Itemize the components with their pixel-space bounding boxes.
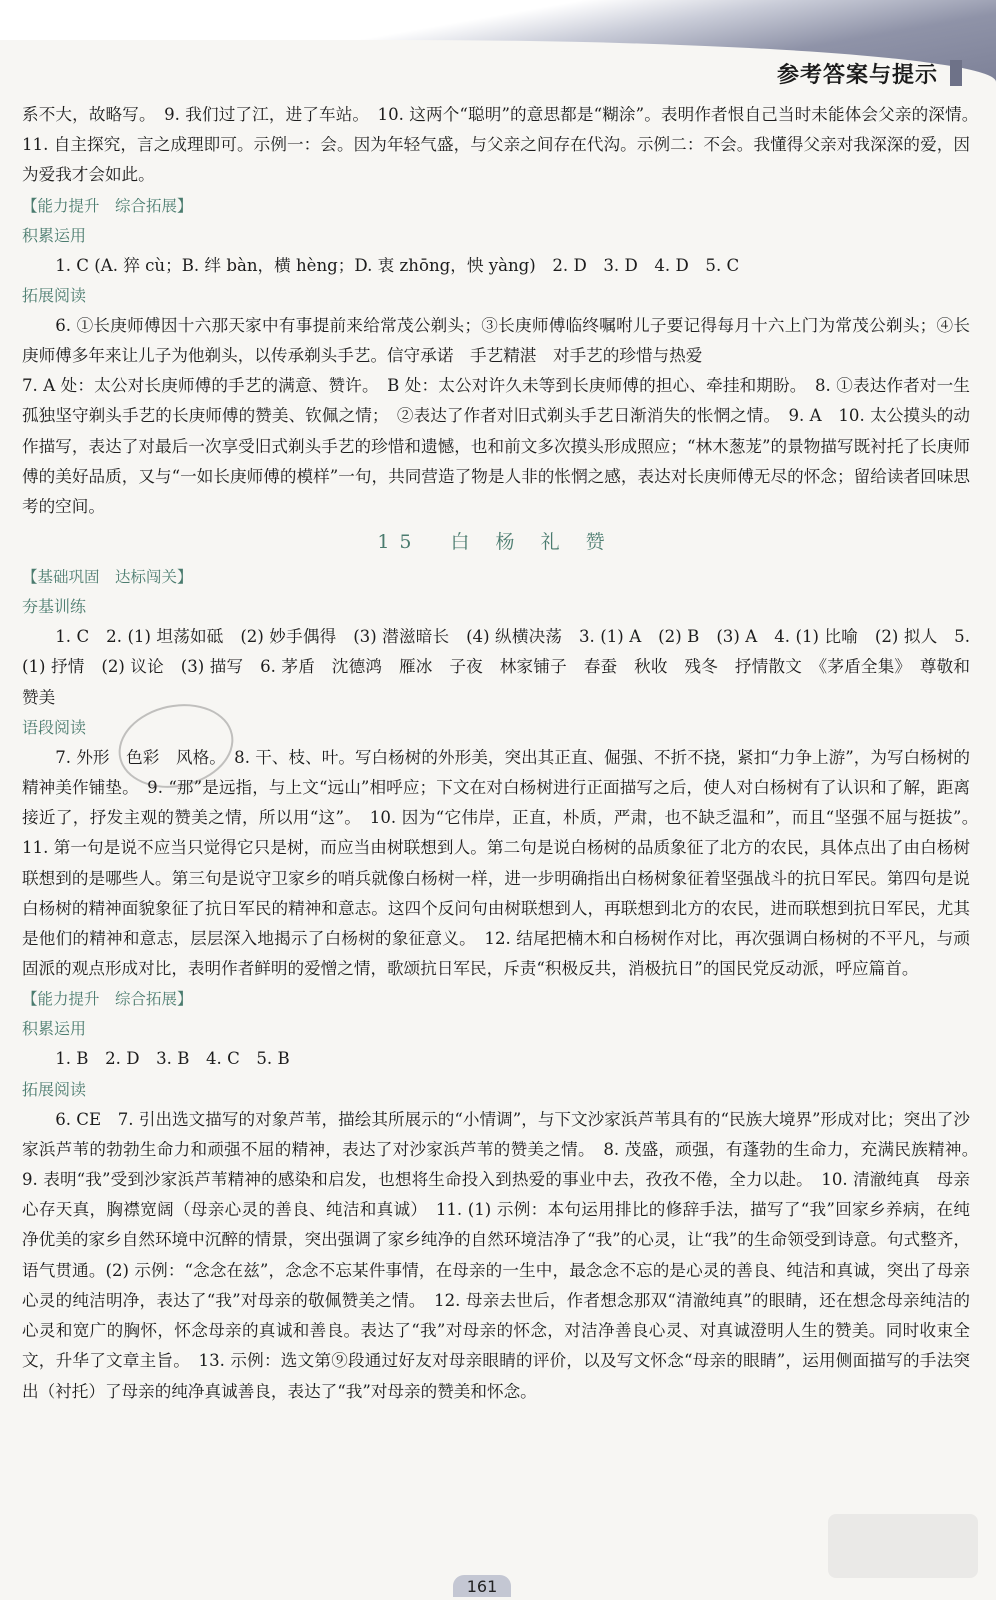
page-header-title: 参考答案与提示 [776, 63, 938, 88]
subhead-extended-reading-2: 拓展阅读 [22, 1079, 87, 1099]
subhead-accumulate-2: 积累运用 [22, 1019, 87, 1039]
watermark-logo [828, 1514, 978, 1578]
subhead-passage-reading: 语段阅读 [22, 717, 87, 737]
section-tag-ability-1: 【能力提升 综合拓展】 [22, 196, 193, 215]
answers-extended-reading-2: 6. CE 7. 引出选文描写的对象芦苇，描绘其所展示的“小情调”，与下文沙家浜芦苇具有的“民族大境界”形成对比；突出了沙家浜芦苇的勃勃生命力和顽强不屈的精神，表达了对沙家浜芦苇的赞美之情。 8. 茂盛，顽强，有蓬勃的生命力，充满民族精神。 9. 表明“我”受到沙家浜芦苇精神的感染和启发，也想将生命投入到热爱的事业中去，孜孜不倦，全力以赴。 10. 清澈纯真 母亲心存天真，胸襟宽阔（母亲心灵的善良、纯洁和真诚） 11. (1) 示例：本句运用排比的修辞手法，描写了“我”回家乡养病，在纯净优美的家乡自然环境中沉醉的情景，突出强调了家乡纯净的自然环境洁净了“我”的心灵，让“我”的生命领受到诗意。句式整齐，语气贯通。(2) 示例：“念念在兹”，念念不忘某件事情，在母亲的一生中，最念念不忘的是心灵的善良、纯洁和真诚，突出了母亲心灵的纯洁明净，表达了“我”对母亲的敬佩赞美之情。 12. 母亲去世后，作者想念那双“清澈纯真”的眼睛，还在想念母亲纯洁的心灵和宽广的胸怀，怀念母亲的真诚和善良。表达了“我”对母亲的怀念，对洁净善良心灵、对真诚澄明人生的赞美。同时收束全文，升华了文章主旨。 13. 示例：选文第⑨段通过好友对母亲眼睛的评价，以及写文怀念“母亲的眼睛”，运用侧面描写的手法突出（衬托）了母亲的纯净真诚善良，表达了“我”对母亲的赞美和怀念。 [22, 1109, 987, 1401]
answers-extended-reading-1a: 6. ①长庚师傅因十六那天家中有事提前来给常茂公剃头；③长庚师傅临终嘱咐儿子要记得每月十六上门为常茂公剃头；④长庚师傅多年来让儿子为他剃头，以传承剃头手艺。信守承诺 手艺精湛 对手艺的珍惜与热爱 [22, 315, 970, 366]
paragraph-continued: 系不大，故略写。 9. 我们过了江，进了车站。 10. 这两个“聪明”的意思都是“糊涂”。表明作者恨自己当时未能体会父亲的深情。 11. 自主探究，言之成理即可。示例一：会。因为年轻气盛，与父亲之间存在代沟。示例二：不会。我懂得父亲对我深深的爱，因为爱我才会如此。 [22, 105, 987, 185]
answers-extended-reading-1b: 7. A 处：太公对长庚师傅的手艺的满意、赞许。 B 处：太公对许久未等到长庚师傅的担心、牵挂和期盼。 8. ①表达作者对一生孤独坚守剃头手艺的长庚师傅的赞美、钦佩之情； ②表达了作者对旧式剃头手艺日渐消失的怅惘之情。 9. A 10. 太公摸头的动作描写，表达了对最后一次享受旧式剃头手艺的珍惜和遗憾，也和前文多次摸头形成照应；“林木葱茏”的景物描写既衬托了长庚师傅的美好品质，又与“一如长庚师傅的模样”一句，共同营造了物是人非的怅惘之感，表达对长庚师傅无尽的怀念；留给读者回味思考的空间。 [22, 376, 970, 517]
subhead-extended-reading-1: 拓展阅读 [22, 285, 87, 305]
subhead-basic-training: 夯基训练 [22, 597, 87, 617]
answers-basic-training: 1. C 2. (1) 坦荡如砥 (2) 妙手偶得 (3) 潜滋暗长 (4) 纵横决荡 3. (1) A (2) B (3) A 4. (1) 比喻 (2) 拟人 5. (1) 抒情 (2) 议论 (3) 描写 6. 茅盾 沈德鸿 雁冰 子夜 林家铺子 春蚕 秋收 残冬 抒情散文 《茅盾全集》 尊敬和赞美 [22, 627, 970, 707]
answers-accumulate-1: 1. C (A. 猝 cù；B. 绊 bàn，横 hèng；D. 衷 zhōng，怏 yàng) 2. D 3. D 4. D 5. C [55, 255, 740, 275]
header-accent-bar [950, 60, 962, 86]
page-number: 161 [453, 1575, 511, 1597]
section-tag-basic: 【基础巩固 达标闯关】 [22, 568, 193, 587]
section-tag-ability-2: 【能力提升 综合拓展】 [22, 990, 193, 1009]
chapter-title: 15 白 杨 礼 赞 [377, 531, 615, 554]
subhead-accumulate-1: 积累运用 [22, 225, 87, 245]
answers-passage-reading: 7. 外形 色彩 风格。 8. 干、枝、叶。写白杨树的外形美，突出其正直、倔强、不折不挠，紧扣“力争上游”，为写白杨树的精神美作铺垫。 9. “那”是远指，与上文“远山”相呼应；下文在对白杨树进行正面描写之后，使人对白杨树有了认识和了解，距离接近了，抒发主观的赞美之情，所以用“这”。 10. 因为“它伟岸，正直，朴质，严肃，也不缺乏温和”，而且“坚强不屈与挺拔”。 11. 第一句是说不应当只觉得它只是树，而应当由树联想到人。第二句是说白杨树的品质象征了北方的农民，具体点出了由白杨树联想到的是哪些人。第三句是说守卫家乡的哨兵就像白杨树一样，进一步明确指出白杨树象征着坚强战斗的抗日军民。第四句是说白杨树的精神面貌象征了抗日军民的精神和意志。这四个反问句由树联想到人，再联想到北方的农民，进而联想到抗日军民，尤其是他们的精神和意志，层层深入地揭示了白杨树的象征意义。 12. 结尾把楠木和白杨树作对比，再次强调白杨树的不平凡，与顽固派的观点形成对比，表明作者鲜明的爱憎之情，歌颂抗日军民，斥责“积极反共，消极抗日”的国民党反动派，呼应篇首。 [22, 747, 987, 979]
answers-accumulate-2: 1. B 2. D 3. B 4. C 5. B [55, 1049, 290, 1069]
